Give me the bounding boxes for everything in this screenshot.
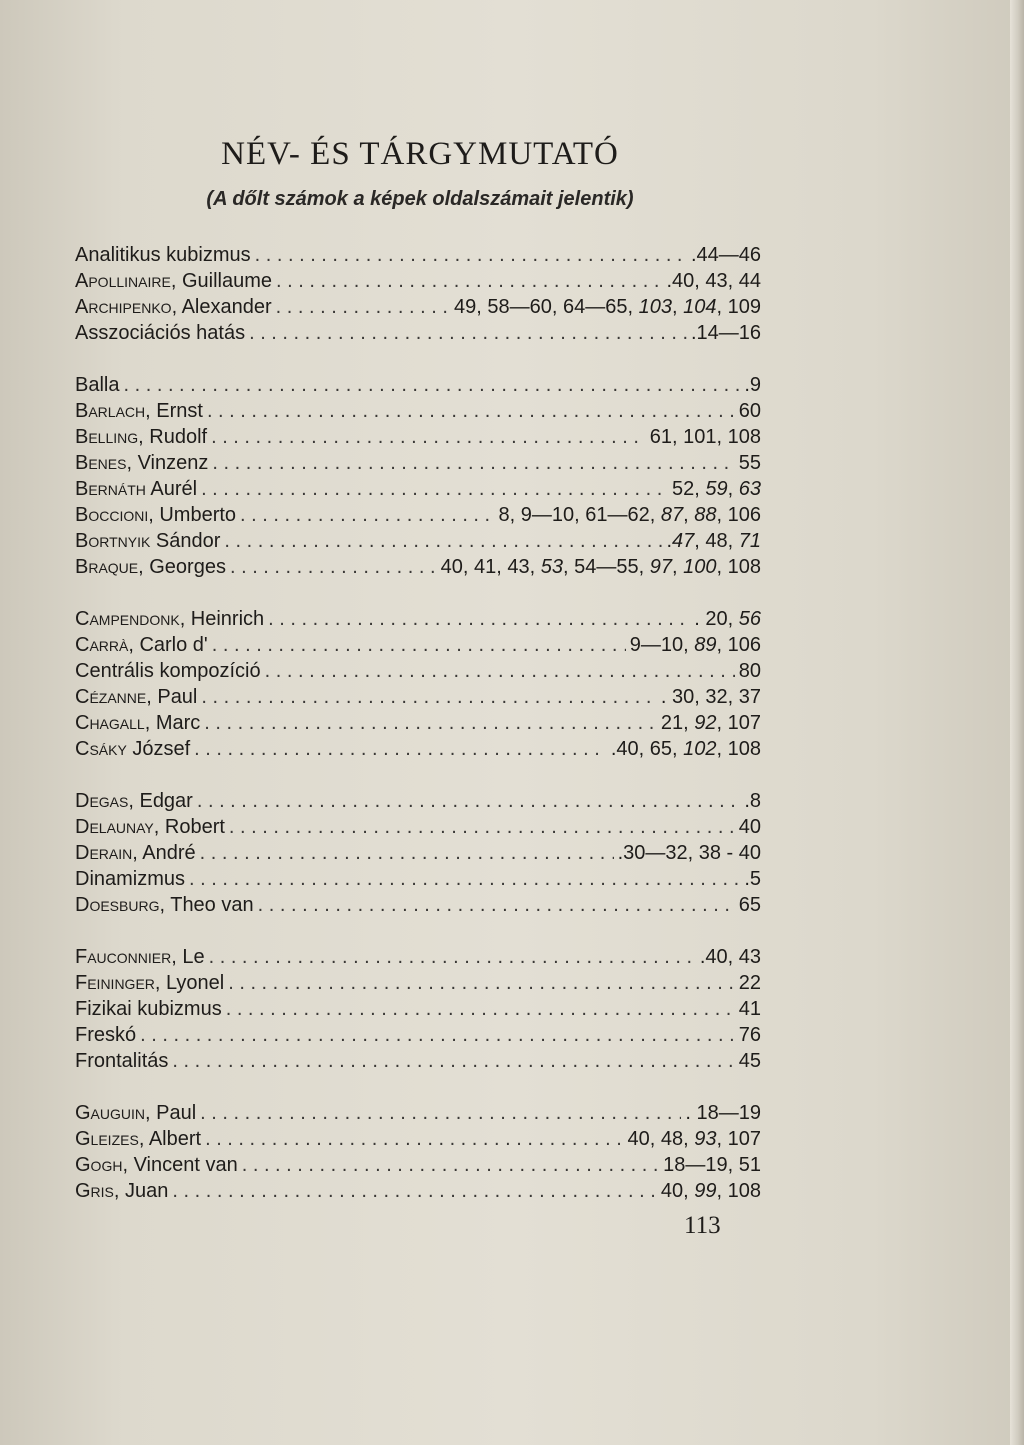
index-pages: .14—16	[690, 322, 761, 344]
index-pages: .40, 43	[699, 946, 761, 968]
index-term-main: Degas	[75, 790, 129, 812]
index-entry	[75, 996, 761, 1022]
index-entry	[75, 658, 761, 684]
index-term	[75, 372, 119, 398]
index-term	[75, 528, 220, 554]
index-entry	[75, 476, 761, 502]
index-pages: 40	[738, 816, 761, 838]
index-entry	[75, 1152, 761, 1178]
index-entry	[75, 372, 761, 398]
index-term	[75, 840, 196, 866]
index-term	[75, 996, 222, 1022]
index-pages: .47, 48, 71	[666, 530, 761, 552]
index-pages: .5	[744, 868, 761, 890]
dot-leader	[212, 450, 734, 476]
index-term-given-name: , Albert	[138, 1128, 202, 1150]
index-term-given-name: , Theo van	[159, 894, 254, 916]
index-term-given-name: , Juan	[113, 1180, 169, 1202]
dot-leader	[197, 788, 740, 814]
index-pages: 41	[738, 998, 761, 1020]
index-pages: 45	[738, 1050, 761, 1072]
index-entry	[75, 684, 761, 710]
index-pages: 40, 41, 43, 53, 54—55, 97, 100, 108	[440, 556, 761, 578]
index-term-given-name: , Guillaume	[170, 270, 272, 292]
dot-leader	[172, 1048, 734, 1074]
index-term-main: Balla	[75, 374, 120, 396]
dot-leader	[240, 502, 494, 528]
dot-leader	[201, 476, 668, 502]
index-term	[75, 398, 203, 424]
index-term-main: Doesburg	[75, 894, 160, 916]
index-term-main: Boccioni	[75, 504, 149, 526]
index-group	[75, 1100, 761, 1204]
index-entry	[75, 398, 761, 424]
index-term-main: Barlach	[75, 400, 146, 422]
dot-leader	[200, 1100, 681, 1126]
index-term	[75, 1022, 136, 1048]
index-entry	[75, 866, 761, 892]
dot-leader	[228, 970, 735, 996]
index-term	[75, 476, 197, 502]
index-term	[75, 814, 225, 840]
index-term-given-name: , Heinrich	[179, 608, 265, 630]
index-entry	[75, 554, 761, 580]
index-term-main: Centrális kompozíció	[75, 660, 261, 682]
index-term	[75, 736, 190, 762]
index-term-main: Bernáth	[75, 478, 146, 500]
index-entry	[75, 814, 761, 840]
index-term-main: Benes	[75, 452, 127, 474]
index-term-main: Feininger	[75, 972, 155, 994]
index-pages: 8, 9—10, 61—62, 87, 88, 106	[498, 504, 761, 526]
index-list	[75, 242, 761, 1230]
index-term-main: Archipenko	[75, 296, 172, 318]
index-term-given-name: , Umberto	[148, 504, 237, 526]
index-term-given-name: , Edgar	[128, 790, 193, 812]
index-group	[75, 606, 761, 762]
index-term-main: Gauguin	[75, 1102, 146, 1124]
index-term-main: Chagall	[75, 712, 145, 734]
index-term-given-name: , Paul	[145, 1102, 197, 1124]
dot-leader	[204, 710, 657, 736]
index-term-given-name: , Rudolf	[138, 426, 208, 448]
dot-leader	[201, 684, 657, 710]
index-term-given-name: , Marc	[144, 712, 201, 734]
index-entry	[75, 294, 761, 320]
index-entry	[75, 840, 761, 866]
dot-leader	[189, 866, 740, 892]
index-term	[75, 450, 208, 476]
index-entry	[75, 710, 761, 736]
index-term-given-name: , Alexander	[171, 296, 272, 318]
index-entry	[75, 632, 761, 658]
index-term-given-name: , Paul	[146, 686, 198, 708]
index-term-main: Dinamizmus	[75, 868, 186, 890]
index-term-main: Apollinaire	[75, 270, 171, 292]
index-group	[75, 788, 761, 918]
index-entry	[75, 606, 761, 632]
page-number: 113	[684, 1212, 721, 1239]
index-term-main: Analitikus kubizmus	[75, 244, 251, 266]
index-term-given-name: , Vincent van	[122, 1154, 238, 1176]
dot-leader	[140, 1022, 735, 1048]
index-term-given-name: József	[126, 738, 191, 760]
index-pages: .8	[744, 790, 761, 812]
index-term-given-name: , Robert	[153, 816, 225, 838]
index-term	[75, 892, 254, 918]
index-entry	[75, 1100, 761, 1126]
dot-leader	[194, 736, 607, 762]
index-term	[75, 684, 197, 710]
dot-leader	[172, 1178, 656, 1204]
index-term	[75, 710, 200, 736]
index-term-main: Freskó	[75, 1024, 137, 1046]
dot-leader	[209, 944, 696, 970]
index-pages: 76	[738, 1024, 761, 1046]
dot-leader	[205, 1126, 623, 1152]
index-term-main: Asszociációs hatás	[75, 322, 246, 344]
index-term-main: Campendonk	[75, 608, 180, 630]
index-term	[75, 424, 207, 450]
dot-leader	[200, 840, 614, 866]
dot-leader	[249, 320, 687, 346]
index-term	[75, 944, 205, 970]
index-term	[75, 632, 208, 658]
index-entry	[75, 736, 761, 762]
index-term-main: Bortnyik	[75, 530, 151, 552]
index-term	[75, 1126, 201, 1152]
index-pages: . 30, 32, 37	[660, 686, 761, 708]
index-pages: 22	[738, 972, 761, 994]
index-pages: 40, 48, 93, 107	[627, 1128, 761, 1150]
index-entry	[75, 970, 761, 996]
dot-leader	[255, 242, 687, 268]
index-term-given-name: , Carlo d'	[128, 634, 208, 656]
dot-leader	[265, 658, 735, 684]
dot-leader	[276, 268, 662, 294]
index-entry	[75, 1178, 761, 1204]
index-pages: . 20, 56	[694, 608, 761, 630]
page-subtitle: (A dőlt számok a képek oldalszámait jelentik)	[206, 188, 634, 210]
index-term-main: Cézanne	[75, 686, 147, 708]
index-term-main: Gleizes	[75, 1128, 139, 1150]
index-entry	[75, 242, 761, 268]
index-term	[75, 658, 261, 684]
index-term-main: Braque	[75, 556, 139, 578]
dot-leader	[230, 554, 437, 580]
index-entry	[75, 944, 761, 970]
dot-leader	[123, 372, 740, 398]
index-term	[75, 294, 272, 320]
index-pages: 21, 92, 107	[660, 712, 761, 734]
index-term	[75, 554, 226, 580]
index-term-main: Fauconnier	[75, 946, 172, 968]
index-term-given-name: , Vinzenz	[126, 452, 209, 474]
index-entry	[75, 892, 761, 918]
index-pages: 9—10, 89, 106	[629, 634, 761, 656]
index-term	[75, 866, 185, 892]
dot-leader	[242, 1152, 659, 1178]
index-term	[75, 1152, 238, 1178]
index-pages: .9	[744, 374, 761, 396]
index-term-given-name: , Georges	[138, 556, 226, 578]
dot-leader	[212, 632, 626, 658]
index-term-main: Delaunay	[75, 816, 154, 838]
index-pages: 40, 99, 108	[660, 1180, 761, 1202]
index-entry	[75, 788, 761, 814]
index-pages: 52, 59, 63	[672, 478, 761, 500]
index-entry	[75, 424, 761, 450]
dot-leader	[211, 424, 646, 450]
index-entry	[75, 1022, 761, 1048]
page-title: NÉV- ÉS TÁRGYMUTATÓ	[221, 136, 619, 172]
index-group	[75, 944, 761, 1074]
index-term-given-name: , André	[132, 842, 196, 864]
index-entry	[75, 502, 761, 528]
index-term-main: Gris	[75, 1180, 114, 1202]
dot-leader	[258, 892, 735, 918]
index-term-main: Carrà	[75, 634, 129, 656]
index-entry	[75, 528, 761, 554]
index-pages: 65	[738, 894, 761, 916]
dot-leader	[207, 398, 735, 424]
index-pages: 80	[738, 660, 761, 682]
index-term	[75, 606, 264, 632]
index-entry	[75, 320, 761, 346]
index-entry	[75, 1048, 761, 1074]
index-term	[75, 1100, 196, 1126]
dot-leader	[276, 294, 450, 320]
index-group	[75, 372, 761, 580]
index-pages: .40, 43, 44	[666, 270, 761, 292]
index-pages: . 18—19	[685, 1102, 761, 1124]
index-term	[75, 242, 251, 268]
index-term	[75, 268, 272, 294]
dot-leader	[226, 996, 735, 1022]
index-term	[75, 970, 224, 996]
dot-leader	[224, 528, 662, 554]
index-term-given-name: , Le	[171, 946, 205, 968]
index-entry	[75, 1126, 761, 1152]
index-term-main: Belling	[75, 426, 139, 448]
index-term	[75, 1178, 168, 1204]
dot-leader	[268, 606, 690, 632]
index-term	[75, 502, 236, 528]
dot-leader	[229, 814, 735, 840]
index-pages: 49, 58—60, 64—65, 103, 104, 109	[454, 296, 761, 318]
index-entry	[75, 450, 761, 476]
index-pages: .44—46	[690, 244, 761, 266]
index-term-main: Gogh	[75, 1154, 123, 1176]
index-term-main: Fizikai kubizmus	[75, 998, 222, 1020]
index-entry	[75, 268, 761, 294]
index-pages: .30—32, 38 - 40	[617, 842, 761, 864]
index-term-main: Frontalitás	[75, 1050, 169, 1072]
index-term-given-name: , Lyonel	[154, 972, 225, 994]
index-term-given-name: Aurél	[145, 478, 198, 500]
index-group	[75, 242, 761, 346]
page-edge	[1010, 0, 1024, 1445]
index-term-main: Derain	[75, 842, 133, 864]
index-term	[75, 1048, 168, 1074]
index-term-given-name: , Ernst	[145, 400, 203, 422]
index-pages: 60	[738, 400, 761, 422]
index-term-given-name: Sándor	[150, 530, 221, 552]
index-term-main: Csáky	[75, 738, 127, 760]
index-pages: 61, 101, 108	[649, 426, 761, 448]
index-term	[75, 788, 193, 814]
index-pages: .40, 65, 102, 108	[610, 738, 761, 760]
index-pages: 18—19, 51	[663, 1154, 761, 1176]
index-term	[75, 320, 245, 346]
index-pages: 55	[738, 452, 761, 474]
